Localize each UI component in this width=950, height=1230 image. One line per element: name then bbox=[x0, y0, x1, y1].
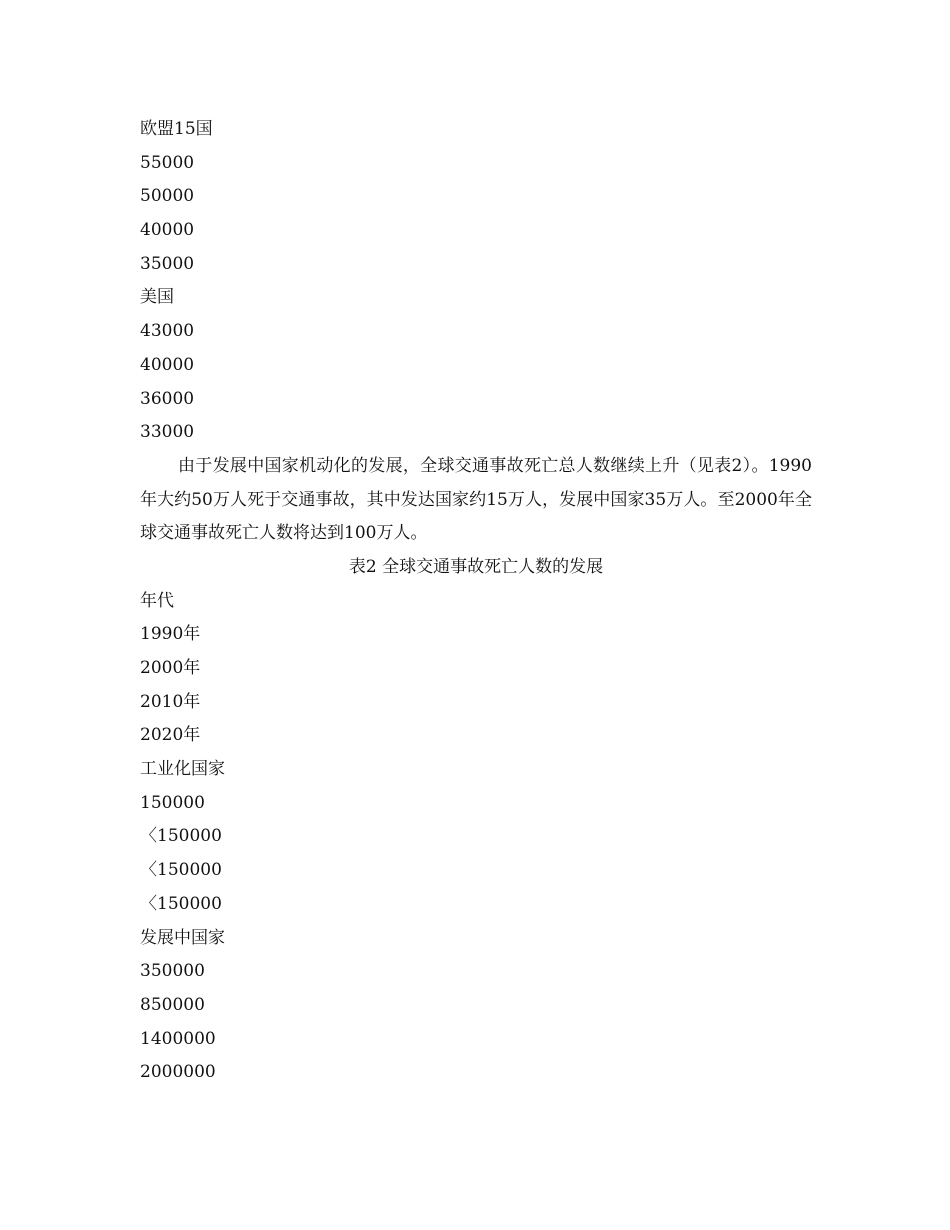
table1-cell: 美国 bbox=[140, 287, 174, 308]
table1-cell: 33000 bbox=[140, 422, 195, 443]
table2-cell: 年代 bbox=[140, 590, 174, 611]
table2-cell: 2000000 bbox=[140, 1062, 216, 1083]
table1-cell: 欧盟15国 bbox=[140, 119, 213, 139]
table2-caption: 表2 全球交通事故死亡人数的发展 bbox=[348, 556, 604, 577]
table2-cell: 1990年 bbox=[140, 624, 201, 645]
table2-cell: 850000 bbox=[140, 994, 205, 1015]
table1-cell: 40000 bbox=[140, 220, 195, 241]
table1-cell: 43000 bbox=[140, 321, 195, 342]
table2-cell: 〈150000 bbox=[140, 826, 222, 847]
table2-cell: 1400000 bbox=[140, 1028, 216, 1049]
table1-cell: 36000 bbox=[140, 388, 195, 409]
table2-cell: 工业化国家 bbox=[140, 759, 225, 780]
table2-cell: 〈150000 bbox=[140, 893, 222, 914]
document-body bbox=[140, 113, 812, 1090]
table2-cell: 150000 bbox=[140, 792, 205, 813]
body-paragraph: 由于发展中国家机动化的发展，全球交通事故死亡总人数继续上升（见表2）。1990年大约50万人死于交通事故，其中发达国家约15万人，发展中国家35万人。至2000年全球交通事故死亡人数将达到100万人。 bbox=[140, 455, 812, 544]
table1-cell: 50000 bbox=[140, 186, 195, 207]
table2-cell: 发展中国家 bbox=[140, 927, 225, 948]
table2-cell: 〈150000 bbox=[140, 860, 222, 881]
table1-cell: 40000 bbox=[140, 354, 195, 375]
table2-cell: 2000年 bbox=[140, 658, 201, 679]
table2-cell: 2010年 bbox=[140, 691, 201, 712]
table2-cell: 350000 bbox=[140, 961, 205, 982]
table1-cell: 35000 bbox=[140, 253, 195, 274]
table1-cell: 55000 bbox=[140, 152, 195, 173]
table2-cell: 2020年 bbox=[140, 725, 201, 746]
